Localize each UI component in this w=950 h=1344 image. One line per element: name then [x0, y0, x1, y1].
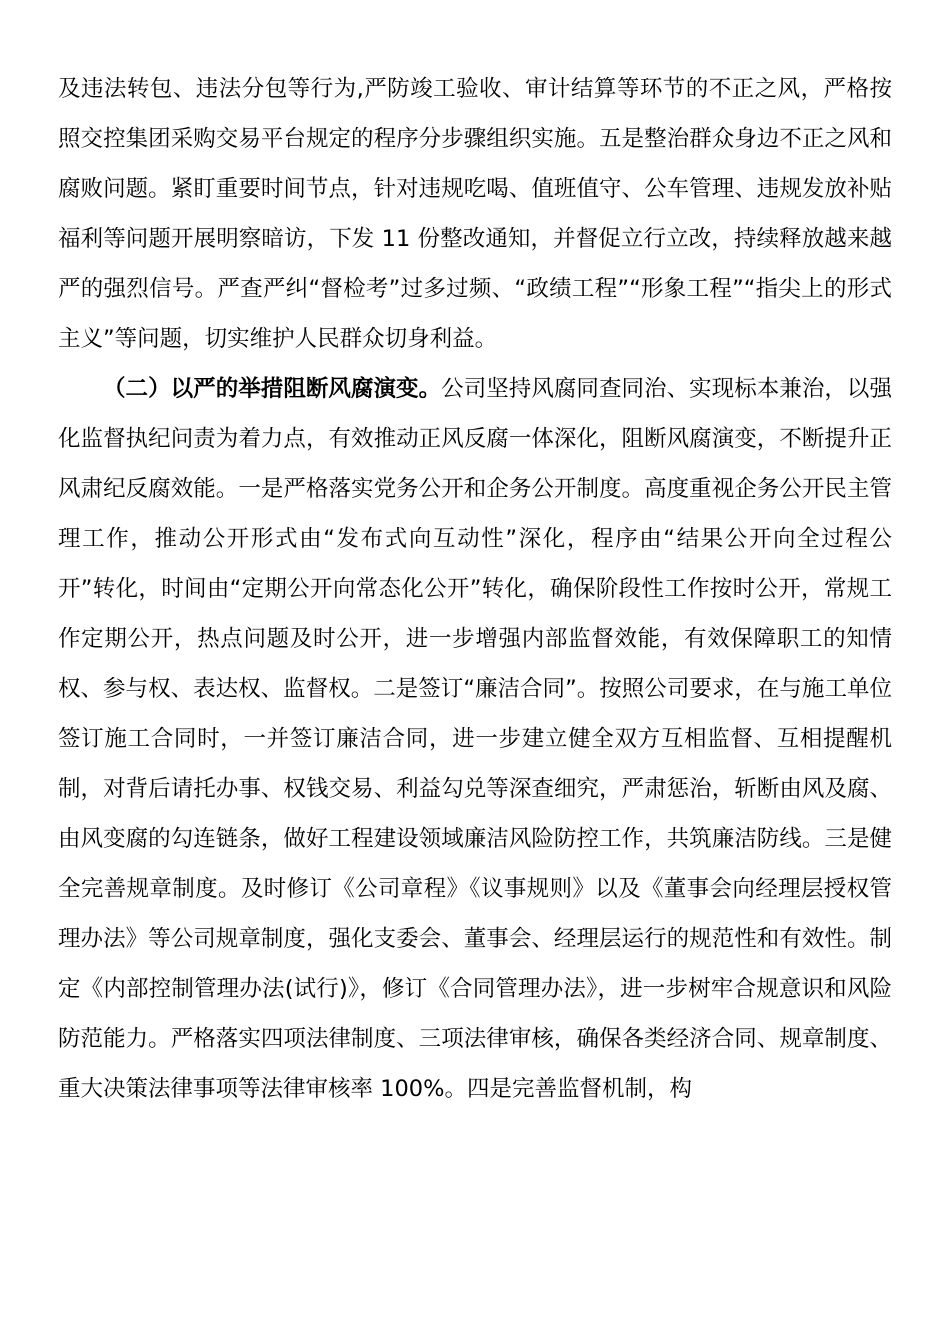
document-page [58, 64, 892, 1114]
paragraph-1: 及违法转包、违法分包等行为,严防竣工验收、审计结算等环节的不正之风，严格按照交控集团采购交易平台规定的程序分步骤组织实施。五是整治群众身边不正之风和腐败问题。紧盯重要时间节点，针对违规吃喝、值班值守、公车管理、违规发放补贴福利等问题开展明察暗访，下发 11 份整改通知，并督促立行立改，持续释放越来越严的强烈信号。严查严纠“督检考”过多过频、“政绩工程”“形象工程”“指尖上的形式主义”等问题，切实维护人民群众切身利益。 [58, 76, 892, 352]
paragraph-2 [58, 364, 892, 1114]
paragraph-2-body: 公司坚持风腐同查同治、实现标本兼治，以强化监督执纪问责为着力点，有效推动正风反腐一体深化，阻断风腐演变，不断提升正风肃纪反腐效能。一是严格落实党务公开和企务公开制度。高度重视企务公开民主管理工作，推动公开形式由“发布式向互动性”深化，程序由“结果公开向全过程公开”转化，时间由“定期公开向常态化公开”转化，确保阶段性工作按时公开，常规工作定期公开，热点问题及时公开，进一步增强内部监督效能，有效保障职工的知情权、参与权、表达权、监督权。二是签订“廉洁合同”。按照公司要求，在与施工单位签订施工合同时，一并签订廉洁合同，进一步建立健全双方互相监督、互相提醒机制，对背后请托办事、权钱交易、利益勾兑等深查细究，严肃惩治，斩断由风及腐、由风变腐的勾连链条，做好工程建设领域廉洁风险防控工作，共筑廉洁防线。三是健全完善规章制度。及时修订《公司章程》《议事规则》以及《董事会向经理层授权管理办法》等公司规章制度，强化支委会、董事会、经理层运行的规范性和有效性。制定《内部控制管理办法(试行)》，修订《合同管理办法》，进一步树牢合规意识和风险防范能力。严格落实四项法律制度、三项法律审核，确保各类经济合同、规章制度、重大决策法律事项等法律审核率 100%。四是完善监督机制，构 [58, 376, 892, 1102]
section-heading: （二）以严的举措阻断风腐演变。 [103, 376, 442, 402]
